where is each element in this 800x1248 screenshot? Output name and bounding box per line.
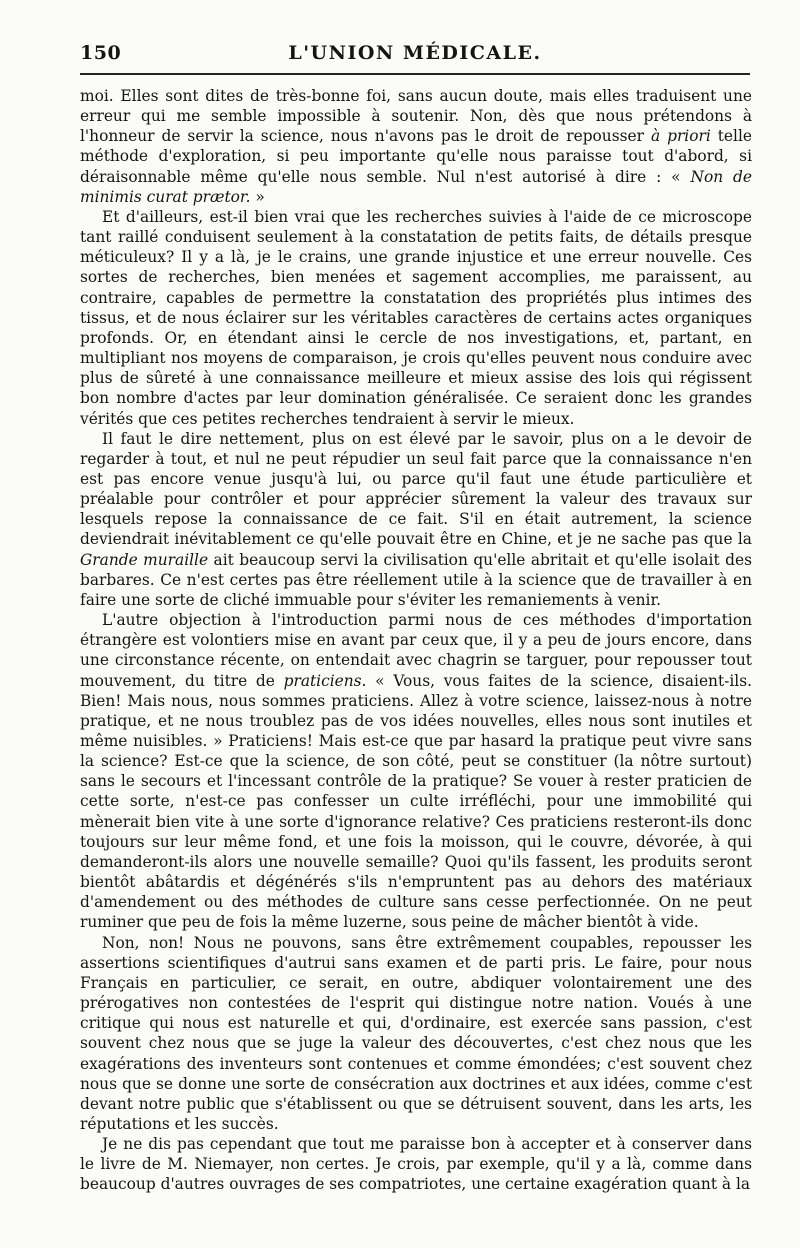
paragraph bbox=[80, 933, 752, 1135]
paragraph bbox=[80, 207, 752, 429]
paragraph bbox=[80, 86, 752, 207]
text-run: » bbox=[250, 187, 265, 206]
text-run: Et d'ailleurs, est-il bien vrai que les recherches suivies à l'aide de ce microscope tant raillé conduisent seulement à la constatation de petits faits, de détails presque méticuleux? Il y a là, je le crains, une grande injustice et une erreur nouvelle. Ces sortes de recherches, bien menées et sagement accomplies, me paraissent, au contraire, capables de permettre la constatation des propriétés plus intimes des tissus, et de nous éclairer sur les véritables caractères de certains actes organiques profonds. Or, en étendant ainsi le cercle de nos investigations, et, partant, en multipliant nos moyens de comparaison, je crois qu'elles peuvent nous conduire avec plus de sûreté à une connaissance meilleure et mieux assise des lois qui régissent bon nombre d'actes par leur domination généralisée. Ce seraient donc les grandes vérités que ces petites recherches tendraient à servir le mieux. bbox=[80, 207, 752, 428]
body-text bbox=[80, 86, 752, 1195]
text-run: « Vous, vous faites de la science, disaient-ils. Bien! Mais nous, nous sommes praticiens. Allez à votre science, laissez-nous à notre pratique, et ne nous troublez pas de vos idées nouvelles, elles nous sont inutiles et même nuisibles. » Praticiens! Mais est-ce que par hasard la pratique peut vivre sans la science? Est-ce que la science, de son côté, peut se constituer (la nôtre surtout) sans le secours et l'incessant contrôle de la pratique? Se vouer à rester praticien de cette sorte, n'est-ce pas confesser un culte irréfléchi, pour une immobilité qui mènerait bien vite à une sorte d'ignorance relative? Ces praticiens resteront-ils donc toujours sur leur même fond, et une fois la moisson, qui le couvre, dévorée, à qui demanderont-ils alors une nouvelle semaille? Quoi qu'ils fassent, les produits seront bientôt abâtardis et dégénérés s'ils n'empruntent pas au dehors des matériaux d'amendement ou des méthodes de culture sans cesse perfectionnée. On ne peut ruminer que peu de fois la même luzerne, sous peine de mâcher bientôt à vide. bbox=[80, 671, 752, 932]
text-run: L'autre objection à l'introduction parmi nous de ces méthodes d'importation étrangère est volontiers mise en avant par ceux que, il y a peu de jours encore, dans une circonstance récente, on entendait avec chagrin se targuer, pour repousser tout mouvement, du titre de bbox=[80, 611, 752, 690]
page-number: 150 bbox=[80, 42, 122, 64]
italic-run: Non de minimis curat prætor. bbox=[80, 167, 752, 206]
text-run: Il faut le dire nettement, plus on est élevé par le savoir, plus on a le devoir de regarder à tout, et nul ne peut répudier un seul fait parce que la connaissance n'en est pas encore venue jusqu'à lui, ou parce qu'il faut une étude particulière et préalable pour contrôler et pour apprécier sûrement la valeur des travaux sur lesquels repose la connaissance de ce fait. S'il en était autrement, la science deviendrait inévitablement ce qu'elle pouvait être en Chine, et je ne sache pas que la bbox=[80, 429, 752, 549]
running-title: L'UNION MÉDICALE. bbox=[288, 42, 542, 64]
italic-run: Grande muraille bbox=[80, 550, 209, 569]
text-run: ait beaucoup servi la civilisation qu'elle abritait et qu'elle isolait des barbares. Ce n'est certes pas être réellement utile à la science que de travailler à en faire une sorte de cliché immuable pour s'éviter les remaniements à venir. bbox=[80, 550, 752, 609]
header-rule bbox=[80, 73, 750, 75]
paragraph bbox=[80, 429, 752, 610]
text-run: Non, non! Nous ne pouvons, sans être extrêmement coupables, repousser les assertions scientifiques d'autrui sans examen et de parti pris. Le faire, pour nous Français en particulier, ce serait, en outre, abdiquer volontairement une des prérogatives non contestées de l'esprit qui distingue notre nation. Voués à une critique qui nous est naturelle et qui, d'ordinaire, est exercée sans passion, c'est souvent chez nous que se juge la valeur des découvertes, c'est chez nous que les exagérations des inventeurs sont contenues et comme émondées; c'est souvent chez nous que se donne une sorte de consécration aux doctrines et aux idées, comme c'est devant notre public que s'établissent ou que se détruisent souvent, dans les arts, les réputations et les succès. bbox=[80, 933, 752, 1133]
page-header bbox=[80, 42, 750, 72]
paragraph bbox=[80, 610, 752, 933]
paragraph bbox=[80, 1134, 752, 1194]
text-run: Je ne dis pas cependant que tout me paraisse bon à accepter et à conserver dans le livre de M. Niemayer, non certes. Je crois, par exemple, qu'il y a là, comme dans beaucoup d'autres ouvrages de ses compatriotes, une certaine exagération quant à la bbox=[80, 1135, 752, 1194]
italic-run: à priori bbox=[650, 127, 711, 146]
text-run: telle méthode d'exploration, si peu importante qu'elle nous paraisse tout d'abord, si déraisonnable même qu'elle nous semble. Nul n'est autorisé à dire : « bbox=[80, 127, 752, 186]
text-run: moi. Elles sont dites de très-bonne foi, sans aucun doute, mais elles traduisent une erreur qui me semble impossible à soutenir. Non, dès que nous prétendons à l'honneur de servir la science, nous n'avons pas le droit de repousser bbox=[80, 87, 752, 146]
italic-run: praticiens. bbox=[283, 671, 367, 690]
